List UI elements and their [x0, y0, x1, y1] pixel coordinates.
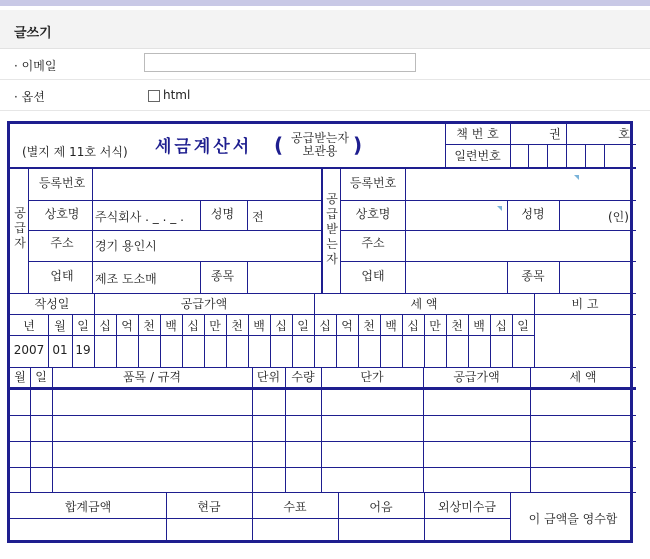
rule	[10, 518, 510, 519]
rule	[52, 367, 53, 492]
rule	[559, 200, 560, 230]
rule	[424, 492, 425, 543]
number-label: 호	[618, 127, 630, 141]
rule	[10, 314, 534, 315]
rule	[247, 261, 248, 293]
day-header: 일	[77, 319, 89, 333]
supplier-name-label: 성명	[210, 207, 235, 221]
html-checkbox-label: html	[163, 88, 191, 102]
tax-digit-digit-header: 십	[407, 319, 419, 333]
tax-digit-digit-header: 천	[451, 319, 463, 333]
rule	[547, 144, 548, 167]
rule	[534, 314, 636, 315]
rule	[340, 261, 636, 262]
tax-digit-digit-header: 십	[495, 319, 507, 333]
html-checkbox[interactable]	[148, 90, 160, 102]
rule	[10, 387, 636, 390]
rule	[94, 293, 95, 367]
receiver-item-label: 종목	[521, 269, 545, 283]
item-tax-header: 세 액	[569, 370, 597, 384]
item-day-header: 일	[35, 370, 47, 384]
receiver-company-label: 상호명	[355, 207, 391, 221]
rule	[10, 293, 636, 294]
rule	[534, 293, 535, 367]
rule	[116, 314, 117, 367]
rule	[204, 314, 205, 367]
rule	[445, 144, 636, 145]
tax-digit-digit-header: 만	[429, 319, 441, 333]
receiver-name-label: 성명	[521, 207, 545, 221]
supply-amount-label: 공급가액	[180, 297, 228, 311]
volume-label: 권	[549, 127, 561, 141]
email-label: · 이메일	[14, 59, 57, 73]
quantity-header: 수량	[291, 370, 315, 384]
cash-label: 현금	[197, 500, 221, 514]
amount-digit-digit-header: 천	[231, 319, 243, 333]
rule	[285, 367, 286, 492]
rule	[10, 415, 636, 416]
supplier-company: 주식회사 . _ . _ .	[95, 210, 184, 224]
rule	[200, 200, 201, 230]
rule	[321, 367, 322, 492]
rule	[247, 200, 248, 230]
rule	[10, 335, 534, 336]
rule	[248, 314, 249, 367]
supplier-address: 경기 용인시	[95, 239, 157, 253]
rule	[10, 167, 636, 169]
rule	[200, 261, 201, 293]
month-header: 월	[54, 319, 66, 333]
rule	[28, 200, 321, 201]
rule	[270, 314, 271, 367]
supplier-business: 제조 도소매	[95, 272, 157, 286]
supplier-business-label: 업태	[50, 269, 74, 283]
supplier-address-label: 주소	[50, 236, 74, 250]
email-row	[0, 49, 650, 80]
tax-digit-digit-header: 일	[517, 319, 529, 333]
tax-digit-digit-header: 십	[319, 319, 331, 333]
rule	[528, 144, 529, 167]
rule	[490, 314, 491, 367]
rule	[48, 314, 49, 367]
rule	[380, 314, 381, 367]
year-value: 2007	[13, 343, 45, 357]
item-month-header: 월	[14, 370, 26, 384]
rule	[424, 314, 425, 367]
top-accent-line	[0, 0, 650, 6]
rule	[512, 314, 513, 367]
rule	[10, 441, 636, 442]
rule	[28, 230, 321, 231]
remarks-label: 비 고	[571, 297, 599, 311]
rule	[28, 169, 29, 293]
rule	[252, 492, 253, 543]
amount-digit-digit-header: 일	[297, 319, 309, 333]
supplier-name: 전	[252, 210, 264, 224]
year-header: 년	[23, 319, 35, 333]
amount-digit-digit-header: 만	[209, 319, 221, 333]
tax-digit-digit-header: 천	[363, 319, 375, 333]
amount-digit-digit-header: 십	[99, 319, 111, 333]
amount-digit-digit-header: 십	[187, 319, 199, 333]
rule	[30, 367, 31, 492]
rule	[559, 261, 560, 293]
unit-header: 단위	[256, 370, 281, 384]
copy-type-line2: 보관용	[302, 144, 338, 158]
paren-close: )	[353, 133, 363, 157]
receiver-reg-no-label: 등록번호	[349, 176, 397, 190]
rule	[92, 169, 93, 293]
date-written-label: 작성일	[34, 297, 70, 311]
rule	[138, 314, 139, 367]
rule	[446, 314, 447, 367]
rule	[510, 124, 511, 167]
rule	[340, 169, 341, 293]
amount-digit-digit-header: 십	[275, 319, 287, 333]
supplier-side-label: 공급자	[14, 206, 26, 250]
rule	[358, 314, 359, 367]
amount-digit-digit-header: 억	[121, 319, 133, 333]
rule	[226, 314, 227, 367]
receiver-business-label: 업태	[361, 269, 385, 283]
rule	[405, 169, 406, 293]
rule	[340, 200, 636, 201]
rule	[566, 124, 567, 144]
page-header	[0, 10, 650, 49]
receiver-address-label: 주소	[361, 236, 385, 250]
rule	[468, 314, 469, 367]
rule	[336, 314, 337, 367]
page-title: 글쓰기	[14, 26, 52, 41]
rule	[28, 261, 321, 262]
tax-digit-digit-header: 백	[385, 319, 397, 333]
email-input[interactable]	[144, 53, 416, 72]
supplier-item-label: 종목	[210, 269, 235, 283]
rule	[510, 492, 511, 543]
option-label: · 옵션	[14, 90, 45, 104]
book-number-label: 책 번 호	[456, 127, 499, 141]
rule	[72, 314, 73, 367]
form-note: (별지 제 11호 서식)	[22, 145, 128, 159]
serial-number-label: 일련번호	[454, 149, 501, 163]
rule	[445, 124, 446, 167]
tax-digit-digit-header: 백	[473, 319, 485, 333]
rule	[166, 492, 167, 543]
rule	[507, 261, 508, 293]
marker-icon	[497, 206, 502, 211]
item-supply-header: 공급가액	[453, 370, 500, 384]
day-value: 19	[75, 343, 91, 357]
rule	[423, 367, 424, 492]
paren-open: (	[274, 133, 284, 157]
rule	[314, 293, 315, 367]
rule	[160, 314, 161, 367]
rule	[252, 367, 253, 492]
receiver-side-label: 공급받는자	[326, 192, 338, 266]
marker-icon	[574, 175, 579, 180]
rule	[507, 200, 508, 230]
month-value: 01	[52, 343, 68, 357]
rule	[10, 467, 636, 468]
credit-label: 외상미수금	[438, 500, 496, 514]
option-row	[0, 80, 650, 111]
copy-type-line1: 공급받는자	[291, 131, 349, 145]
rule	[292, 314, 293, 367]
tax-invoice-form	[7, 121, 633, 543]
rule	[321, 169, 323, 293]
tax-digit-digit-header: 억	[341, 319, 353, 333]
rule	[10, 367, 636, 368]
amount-digit-digit-header: 백	[253, 319, 265, 333]
rule	[585, 144, 586, 167]
rule	[402, 314, 403, 367]
unit-price-header: 단가	[360, 370, 384, 384]
receiver-seal-label: (인)	[608, 210, 629, 224]
supplier-reg-no-label: 등록번호	[38, 176, 86, 190]
rule	[340, 230, 636, 231]
rule	[566, 144, 567, 167]
invoice-title: 세금계산서	[155, 137, 253, 157]
rule	[338, 492, 339, 543]
rule	[604, 144, 605, 167]
note-label: 어음	[369, 500, 393, 514]
tax-label: 세 액	[410, 297, 438, 311]
rule	[530, 367, 531, 492]
total-label: 합계금액	[64, 500, 112, 514]
amount-digit-digit-header: 천	[143, 319, 155, 333]
supplier-company-label: 상호명	[44, 207, 80, 221]
rule	[10, 492, 636, 493]
rule	[182, 314, 183, 367]
check-label: 수표	[283, 500, 307, 514]
receipt-text: 이 금액을 영수함	[528, 512, 618, 526]
amount-digit-digit-header: 백	[165, 319, 177, 333]
item-name-header: 품목 / 규격	[122, 370, 182, 384]
